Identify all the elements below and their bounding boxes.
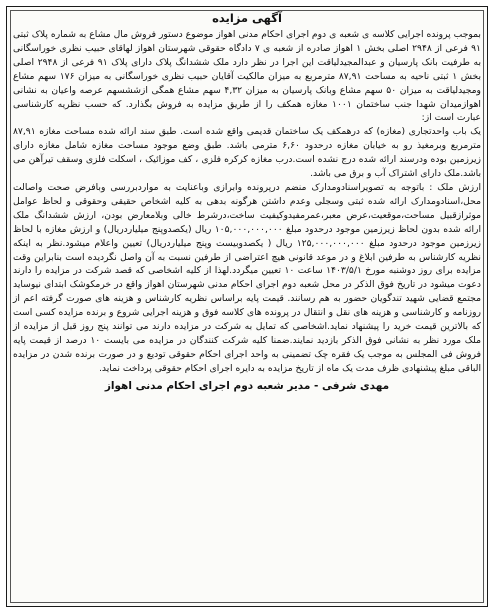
notice-title: آگهی مزایده: [212, 11, 282, 25]
notice-signature: مهدی شرفی - مدیر شعبه دوم اجرای احکام مدنی اهواز: [104, 379, 390, 392]
notice-paragraph-intro: بموجب پرونده اجرایی کلاسه ی شعبه ی دوم اجرای احکام مدنی اهواز موضوع دستور فروش مال مشاع به شماره پلاک ثبتی ۹۱ فرعی از ۲۹۴۸ اصلی بخش ۱ اهواز صادره از شعبه ی ۷ دادگاه حقوقی شهرستان اهواز لهاقای حبیب نظری خوراسگانی به طرفیت بانک پارسیان و عبدالمجیدلیاقت این اجرا در نظر دارد ملک ششدانگ پلاک دارای پلاک ۹۱ فرعی از ۲۹۴۸ اصلی بخش ۱ ثبتی ناحیه به مساحت ۸۷,۹۱ مترمربع به میزان مالکیت آقایان حبیب نظری خوراسگانی به میزان ۱۷۶ سهم مشاع ومجیدلیاقت به میزان ۵۰ سهم مشاع وبانک پارسیان به میزان ۴,۳۲ سهم مشاع همگی ازششسهم عرصه واعیان به نشانی اهوازمیدان شهدا جنب ساختمان ۱۰۰۱ مغازه همکف را از طریق مزایده به فروش بگذارد. که حسب نظریه کارشناسی عبارت است از:: [13, 29, 482, 124]
notice-paragraph-valuation: ارزش ملک : باتوجه به تصویراسنادومدارک منضم درپرونده وابرازی وباعنایت به مواردبررسی وبافرض صحت واصالت محل،اسنادومدارک ارائه شده ثبتی وسجلی وعدم داشتن هرگونه بدهی به کلیه اشخاص حقیقی وحقوقی و لحاظ عوامل موثرازقبیل مساحت،موقعیت،عرض معبر،عمرمفیدوکیفیت ساخت،درشرط خالی وبلامعارض بودن، ارزش ششدانگ ملک ارائه شده بدون لحاظ زیرزمین موجود درحدود مبلغ ۱۰۵,۰۰۰,۰۰۰,۰۰۰ ریال (یکصدوپنج میلیاردریال) و ارزش مغازه با لحاظ زیرزمین موجود درحدود مبلغ ۱۲۵,۰۰۰,۰۰۰,۰۰۰ ریال ( یکصدوبیست وپنج میلیاردریال) تعیین واعلام میشود.نظر به اینکه نظریه کارشناس به طرفین ابلاغ و در موعد قانونی هیچ اعتراضی از طرفین نسبت به آن واصل نگردیده است بنابراین وقت مزایده برای روز دوشنبه مورخ ۱۴۰۳/۵/۱ ساعت ۱۰ تعیین میگردد.لهذا از کلیه اشخاصی که قصد شرکت در مزایده را دارند دعوت میشود در تاریخ فوق الذکر در محل شعبه دوم اجرای احکام مدنی شهرستان اهواز واقع در خرمکوشک ابتدای نیوساید مجتمع قضایی شهید تندگویان حضور به هم رسانند. قیمت پایه براساس نظریه کارشناس و هزینه های صورت گرفته اعم از روزنامه و کارشناسی و هزینه های نقل و انتقال در پرونده های کلاسه فوق و هزینه اجرایی شروع و برنده مزایده کسی است که بالاترین قیمت خرید را پیشنهاد نماید.اشخاصی که تمایل به شرکت در مزایده دارند می توانند پنج روز قبل از مزایده از ملک مورد نظر به نشانی فوق الذکر بازدید نمایند.ضمنا کلیه شرکت کنندگان در مزایده می بایست ۱۰ درصد از قیمت پایه فروش فی المجلس به موجب یک فقره چک تضمینی به واحد اجرای احکام حقوقی تودیع و در صورت برنده شدن در مزایده الباقی مبلغ پیشنهادی ظرف مدت یک ماه از تاریخ مزایده به دایره اجرای احکام حقوقی پرداخت نماید.: [13, 181, 481, 374]
notice-content: [13, 11, 481, 602]
notice-frame: [6, 6, 488, 607]
notice-paragraph-description: یک باب واحدتجاری (مغازه) که درهمکف یک ساختمان قدیمی واقع شده است. طبق سند ارائه شده مساحت مغازه ۸۷,۹۱ مترمربع وبرمغیذ رو به خیابان مغازه درحدود ۶,۶۰ مترمی باشد. طبق وضع موجود مساحت مغازه شامل مغازه دارای زیرزمین بوده ودرسند ارائه شده درج نشده است.درب مغازه کرکره فلزی ، کف موزائیک ، اسکلت فلزی وسقف تیرآهن می باشد.ملک دارای اشتراک آب و برق می باشد.: [13, 126, 482, 180]
